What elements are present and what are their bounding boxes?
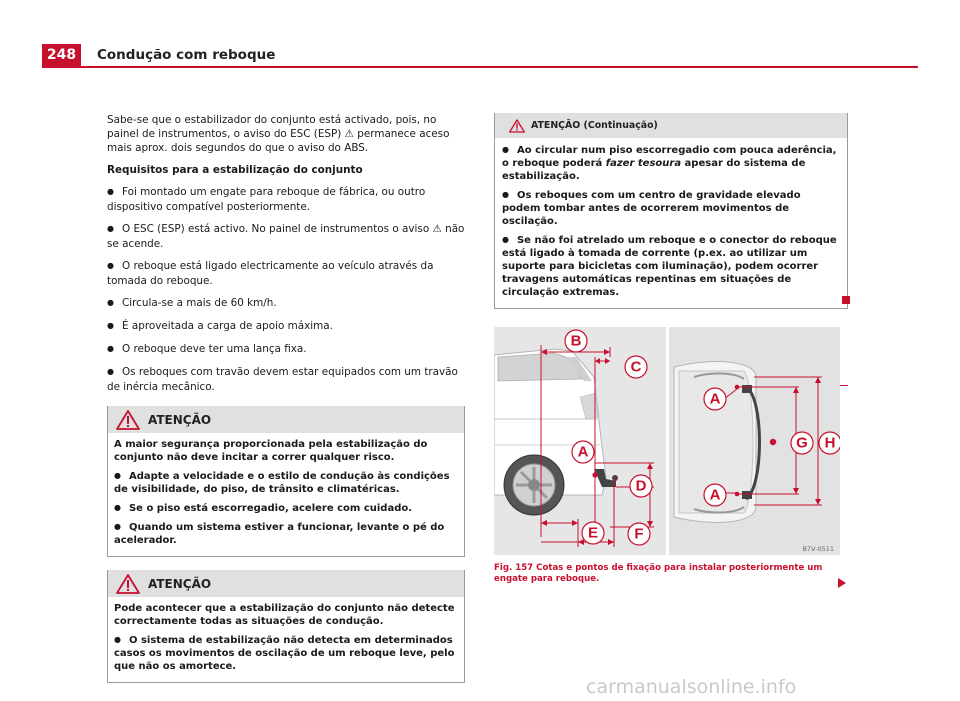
warning-box-continued — [494, 113, 848, 309]
warning-title: ATENÇÃO (Continuação) — [531, 120, 658, 131]
warning-title: ATENÇÃO — [148, 412, 212, 427]
warning-body — [108, 597, 464, 682]
warning-header — [108, 406, 464, 433]
requirements-heading: Requisitos para a estabilização do conjunto — [107, 164, 363, 176]
list-item: ● Quando um sistema estiver a funcionar, levante o pé do acelerador. — [114, 521, 458, 547]
list-item: ● É aproveitada a carga de apoio máxima. — [107, 319, 465, 334]
label-H: H — [824, 434, 836, 452]
warning-triangle-icon — [509, 119, 525, 133]
figure-illustration — [494, 327, 840, 555]
continue-arrow-icon — [838, 578, 846, 588]
list-item: ● O sistema de estabilização não detecta em determinados casos os movimentos de oscilação de um reboque leve, pelo que não os amortece. — [114, 634, 458, 673]
warning-box-2 — [107, 570, 465, 683]
warning-header — [495, 113, 847, 138]
list-item: ● O reboque deve ter uma lança fixa. — [107, 342, 465, 357]
warning-lead: Pode acontecer que a estabilização do conjunto não detecte correctamente todas as situações de condução. — [114, 603, 455, 627]
intro-paragraph: Sabe-se que o estabilizador do conjunto está activado, pois, no painel de instrumentos, o aviso do ESC (ESP) ⚠ permanece aceso mais aprox. dois segundos do que o aviso do ABS. — [107, 114, 450, 154]
label-A: A — [577, 443, 589, 461]
tow-hitch-figure — [494, 327, 840, 555]
list-item: ● Se não foi atrelado um reboque e o conector do reboque está ligado à tomada de corrente (p.ex. ao utilizar um suporte para bicicletas com iluminação), podem ocorrer travagens automáticas repentinas em situações de circulação extremas. — [502, 234, 840, 299]
warning-box-1 — [107, 406, 465, 557]
list-item: ● Circula-se a mais de 60 km/h. — [107, 296, 465, 311]
label-B: B — [570, 332, 582, 350]
warning-body — [495, 138, 847, 308]
list-item: ● Os reboques com travão devem estar equipados com um travão de inércia mecânico. — [107, 365, 465, 394]
label-E: E — [587, 524, 599, 542]
warning-title: ATENÇÃO — [148, 576, 212, 591]
label-C: C — [630, 358, 642, 376]
end-marker-icon — [842, 296, 850, 304]
requirements-list — [107, 185, 465, 394]
list-item: ● O ESC (ESP) está activo. No painel de instrumentos o aviso ⚠ não se acende. — [107, 222, 465, 251]
label-G: G — [796, 434, 808, 452]
list-item: ● Se o piso está escorregadio, acelere com cuidado. — [114, 502, 458, 515]
label-D: D — [635, 477, 647, 495]
warning-lead: A maior segurança proporcionada pela estabilização do conjunto não deve incitar a correr qualquer risco. — [114, 439, 428, 463]
list-item: ● Foi montado um engate para reboque de fábrica, ou outro dispositivo compatível posteriormente. — [107, 185, 465, 214]
list-item: ● Adapte a velocidade e o estilo de condução às condições de visibilidade, do piso, de trânsito e climatéricas. — [114, 470, 458, 496]
warning-triangle-icon — [116, 410, 140, 430]
list-item: ● Os reboques com um centro de gravidade elevado podem tombar antes de ocorrerem movimentos de oscilação. — [502, 189, 840, 228]
page-header-title: Condução com reboque — [97, 47, 276, 63]
warning-body — [108, 433, 464, 556]
label-A: A — [709, 486, 721, 504]
figure-caption: Fig. 157 Cotas e pontos de fixação para instalar posteriormente um engate para reboque. — [494, 563, 823, 584]
header-rule — [42, 66, 918, 68]
warning-header — [108, 570, 464, 597]
label-F: F — [634, 525, 644, 543]
item-text: apesar do sistema de estabilização. — [502, 158, 806, 182]
item-text-italic: fazer tesoura — [605, 158, 682, 169]
warning-triangle-icon — [116, 574, 140, 594]
figure-code: B7V-0511 — [802, 545, 834, 553]
list-item: ● O reboque está ligado electricamente ao veículo através da tomada do reboque. — [107, 259, 465, 288]
label-A: A — [709, 390, 721, 408]
item-text: Ao circular num piso escorregadio com pouca aderência, o reboque poderá — [502, 145, 837, 169]
left-column — [107, 113, 465, 683]
watermark: carmanualsonline.info — [586, 676, 797, 698]
page-number: 248 — [42, 44, 81, 66]
list-item — [502, 144, 840, 183]
